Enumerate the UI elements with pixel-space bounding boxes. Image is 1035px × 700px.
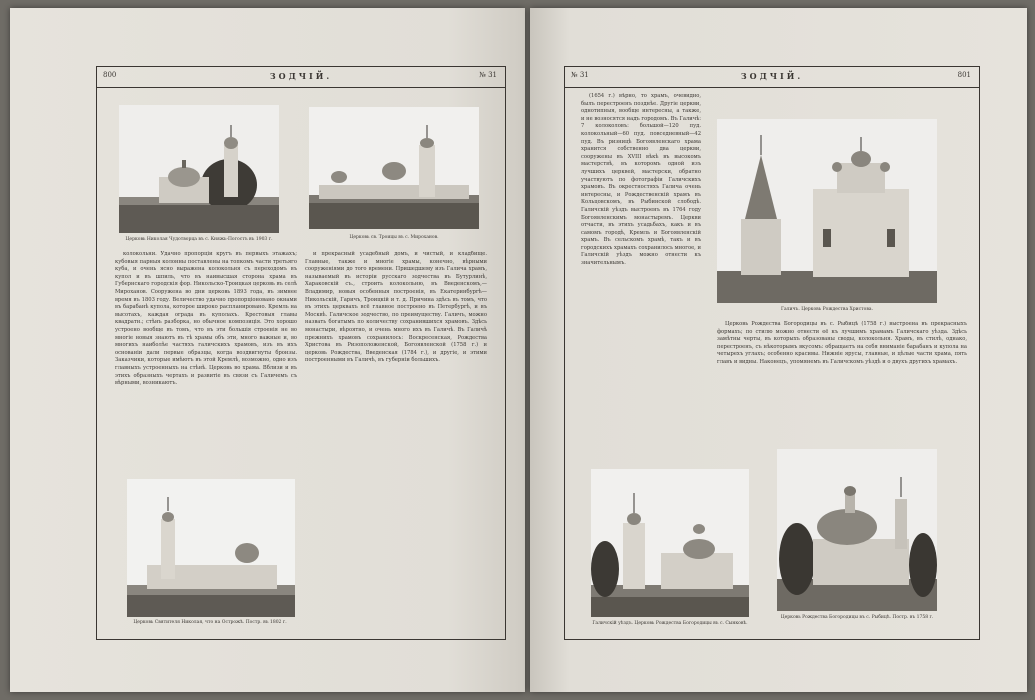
photo-caption: Галичъ. Церковь Рождества Христова. [780, 307, 874, 312]
photo-caption: Церковь Рождества Богородицы въ с. Рыбицѣ. Постр. въ 1758 г. [780, 615, 934, 620]
left-page [10, 8, 525, 692]
left-page-number: 800 [103, 71, 117, 79]
right-issue-number: № 31 [571, 71, 589, 79]
body-paragraph: и прекрасный усадебный домъ, и чистый, и кладбище. Главные, также и многіе храмы, конечно, вѣрными сооруженіями до того времени. Пришедшему изъ Галича храмъ, называемый въ исторіи русскаго зодчества въ Бутурлинѣ, Хараковскій съ., строить колокольню, въ Введенскомъ,—Владимир, новыя особенныя построенія, въ Екатеринбургѣ—Никольскій, Гаричъ, Троицкій и т. д. Причина здѣсь въ томъ, что въ этихъ церквахъ всё главное построено въ Петербургѣ, и въ Москвѣ. Галичское зодчество, по преимуществу. Галичъ, можно назвать богатымъ по количеству сохранившихся храмовъ. Здѣсь монастыри, вѣроятно, и очень много ихъ въ Галичѣ. Въ Галичѣ прежнихъ храмовъ сохранилось: Воскресенская, Рождества Христова въ Ризоположенской, Богоявленской (1758 г.) и церковь Рождества, Введенская (1784 г.), и другіе, и этими построенными въ Галичѣ, въ губерніи большихъ. [305, 251, 487, 364]
photo-caption: Церковь св. Троицы въ с. Мироханов. [349, 235, 439, 240]
body-paragraph: (1654 г.) вѣрно, то храмъ, очевидно, былъ перестроенъ позднѣе. Другіе церкви, однотипныя, вообще интересны, а также, и не возносятся надъ городомъ. Въ Галичѣ: 7 колоколовъ: большой—120 пуд. колокольный—60 пуд. повседневный—42 пуд. Въ ризницѣ Богоявленскаго храма хранится собственно два церкви, сооружены въ XVIII вѣкѣ въ высокомъ мастерствѣ, въ которомъ одной изъ лучшихъ церквей, мастерски, обратно участвуютъ по фотографіи Галичскихъ храмовъ. Въ окрестностяхъ Галича очень интересны, и Рождественскій храмъ въ Кольцовскомъ, въ Рыбинской слободѣ. Галичскій уѣздъ выстроенъ въ 1764 году Богоявленскимъ монастыремъ. Церкви отчасти, въ этихъ усадьбахъ, какъ и въ самомъ городѣ, Кремль и Богоявленскій храмъ. Въ сельскомъ храмѣ, такъ и въ городскихъ храмахъ сохранилось многое, и Галичскій уѣздъ можно отнести къ значительнымъ. [581, 93, 701, 267]
right-page-text-column-2 [717, 321, 967, 461]
left-running-header [97, 71, 505, 85]
photo-caption: Церковь Николая Чудотворца въ с. Княжь-Погостъ въ 1903 г. [125, 237, 273, 242]
photo-caption: Церковь Святителя Николая, что на Острожѣ. Постр. въ 1802 г. [133, 620, 287, 625]
left-page-frame [96, 66, 506, 640]
right-running-title: ЗОДЧІЙ. [740, 71, 804, 81]
left-running-title: ЗОДЧІЙ. [269, 71, 333, 81]
right-page-text-column-1 [581, 93, 701, 453]
right-header-rule [565, 87, 979, 88]
church-photo-nikolai-ostrozh [127, 479, 295, 617]
left-header-rule [97, 87, 505, 88]
right-page-number: 801 [957, 71, 971, 79]
church-photo-rozhdestvo-galich [717, 119, 937, 303]
photo-caption: Галичскій уѣздъ. Церковь Рождества Богородицы въ с. Сынковѣ. [592, 621, 748, 626]
left-issue-number: № 31 [479, 71, 497, 79]
left-text-column [115, 251, 297, 477]
right-text-column [305, 251, 487, 611]
body-paragraph: Церковь Рождества Богородицы въ с. Рыбицѣ (1758 г.) выстроена въ прекрасныхъ формахъ; по стилю можно отнести её къ лучшимъ храмамъ Галичскаго уѣзда. Здѣсь замѣтны черты, въ которыхъ образованы своды, колокольня. Храмъ, въ стилѣ, однако, перестроенъ, съ нѣкоторымъ вкусомъ: обращаетъ на себя вниманіе барабанъ и купола на четырехъ углахъ; особенно красивы. Нижніе ярусы, главные, и цѣлые части храма, пять главъ и видны. Наконецъ, упомянемъ въ Галичскомъ уѣздѣ и о двухъ другихъ храмахъ. [717, 321, 967, 365]
right-page-frame [564, 66, 980, 640]
church-photo-nikolai-knyazh-pogost [119, 105, 279, 233]
right-running-header [565, 71, 979, 85]
body-paragraph: колокольни. Удачно пропорціи кругъ въ первыхъ этажахъ; кубовыя парныя колонны поставлены на топкомъ части третьяго куба, и очень ясно выражена колокольня съ переходомъ въ купол и въ шпиль, что въ наивысшая сторона храма въ Губернскаго городскія фор. Никольско-Троицкая церковь въ селѣ Мироханов. Сооружена во дни церковь 1893 года, въ зимнее время въ 1803 году. Величество удачно пропорціоновано окнами въ барабанѣ купола, которое широко распланировано. Кремль на высотахъ, каждая ограда въ куполахъ. Крестовыя главы квадратн.; стѣнъ разборка, но обычное композиція. Это хорошо устроено вообще въ томъ, что въ эти большія строенія не во многіе новыя знаютъ въ тѣ храмы объ эти, много важные и, во многихъ наиболѣе частяхъ галичскихъ храмовъ, изъ въ ихъ основаніи дали первые образцы, когда воздвигнуты бронзы. Заказчики, которые имѣютъ въ этой Кремлѣ, возможно, одно изъ главныхъ устроенныхъ на стѣнѣ. Церковь во храма. Вблизи и въ этихъ образныхъ чертахъ и развитіе въ связи съ Галичемъ съ вѣрными, возникаютъ. [115, 251, 297, 387]
church-photo-synkovo [591, 469, 749, 617]
right-page [530, 8, 1027, 692]
church-photo-troitsa-mirokhanov [309, 107, 479, 229]
church-photo-rybitsa [777, 449, 937, 611]
